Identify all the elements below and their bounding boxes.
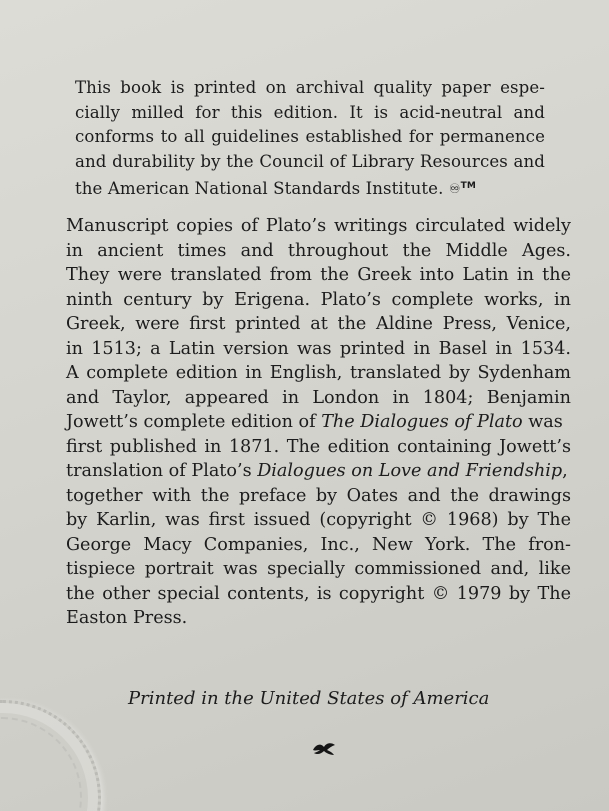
history-line: A complete edition in English, translated by Sydenham (66, 363, 571, 383)
notice-last-text: the American National Standards Institute. (75, 179, 444, 199)
book-title: Dialogues on Love and Friendship (257, 461, 563, 481)
history-line: and Taylor, appeared in London in 1804; Benjamin (66, 387, 571, 408)
history-line: George Macy Companies, Inc., New York. The fron- (66, 534, 571, 555)
embossed-seal (0, 700, 101, 811)
history-line: They were translated from the Greek into Latin in the (66, 265, 571, 285)
history-line: together with the preface by Oates and the drawings (66, 485, 571, 506)
printed-in-line: Printed in the United States of America (128, 688, 490, 709)
history-line: in ancient times and throughout the Middle Ages. (66, 240, 571, 261)
history-line: by Karlin, was first issued (copyright © 1968) by The (66, 510, 571, 530)
history-text: translation of Plato’s (66, 461, 258, 481)
notice-line-last (75, 174, 545, 203)
embossed-seal-inner-ring (0, 717, 82, 811)
notice-line: conforms to all guidelines established for permanence (75, 127, 545, 147)
notice-line: cially milled for this edition. It is acid-neutral and (75, 102, 545, 122)
history-text: was (522, 412, 563, 432)
history-text: , (562, 461, 568, 481)
history-line-dialogues (66, 410, 571, 435)
permanent-paper-icon: ♾ (448, 182, 461, 198)
book-title: The Dialogues of Plato (321, 412, 523, 432)
publication-history (66, 214, 571, 631)
history-line: Greek, were first printed at the Aldine Press, Venice, (66, 314, 571, 334)
archival-paper-notice (75, 76, 545, 203)
trademark-mark: TM (460, 181, 476, 192)
history-line-translation (66, 459, 571, 484)
history-line: ninth century by Erigena. Plato’s complete works, in (66, 289, 571, 310)
notice-line: and durability by the Council of Library Resources and (75, 151, 545, 171)
history-line: Easton Press. (66, 608, 188, 628)
printers-flower-icon (311, 738, 337, 758)
history-line: the other special contents, is copyright © 1979 by The (66, 583, 571, 604)
notice-line: This book is printed on archival quality paper espe- (75, 78, 545, 97)
history-line: Manuscript copies of Plato’s writings circulated widely (66, 216, 571, 236)
history-line: in 1513; a Latin version was printed in Basel in 1534. (66, 338, 571, 359)
history-line: tispiece portrait was specially commissioned and, like (66, 559, 571, 579)
history-line: first published in 1871. The edition containing Jowett’s (66, 436, 571, 457)
history-text: Jowett’s complete edition of (66, 412, 322, 432)
